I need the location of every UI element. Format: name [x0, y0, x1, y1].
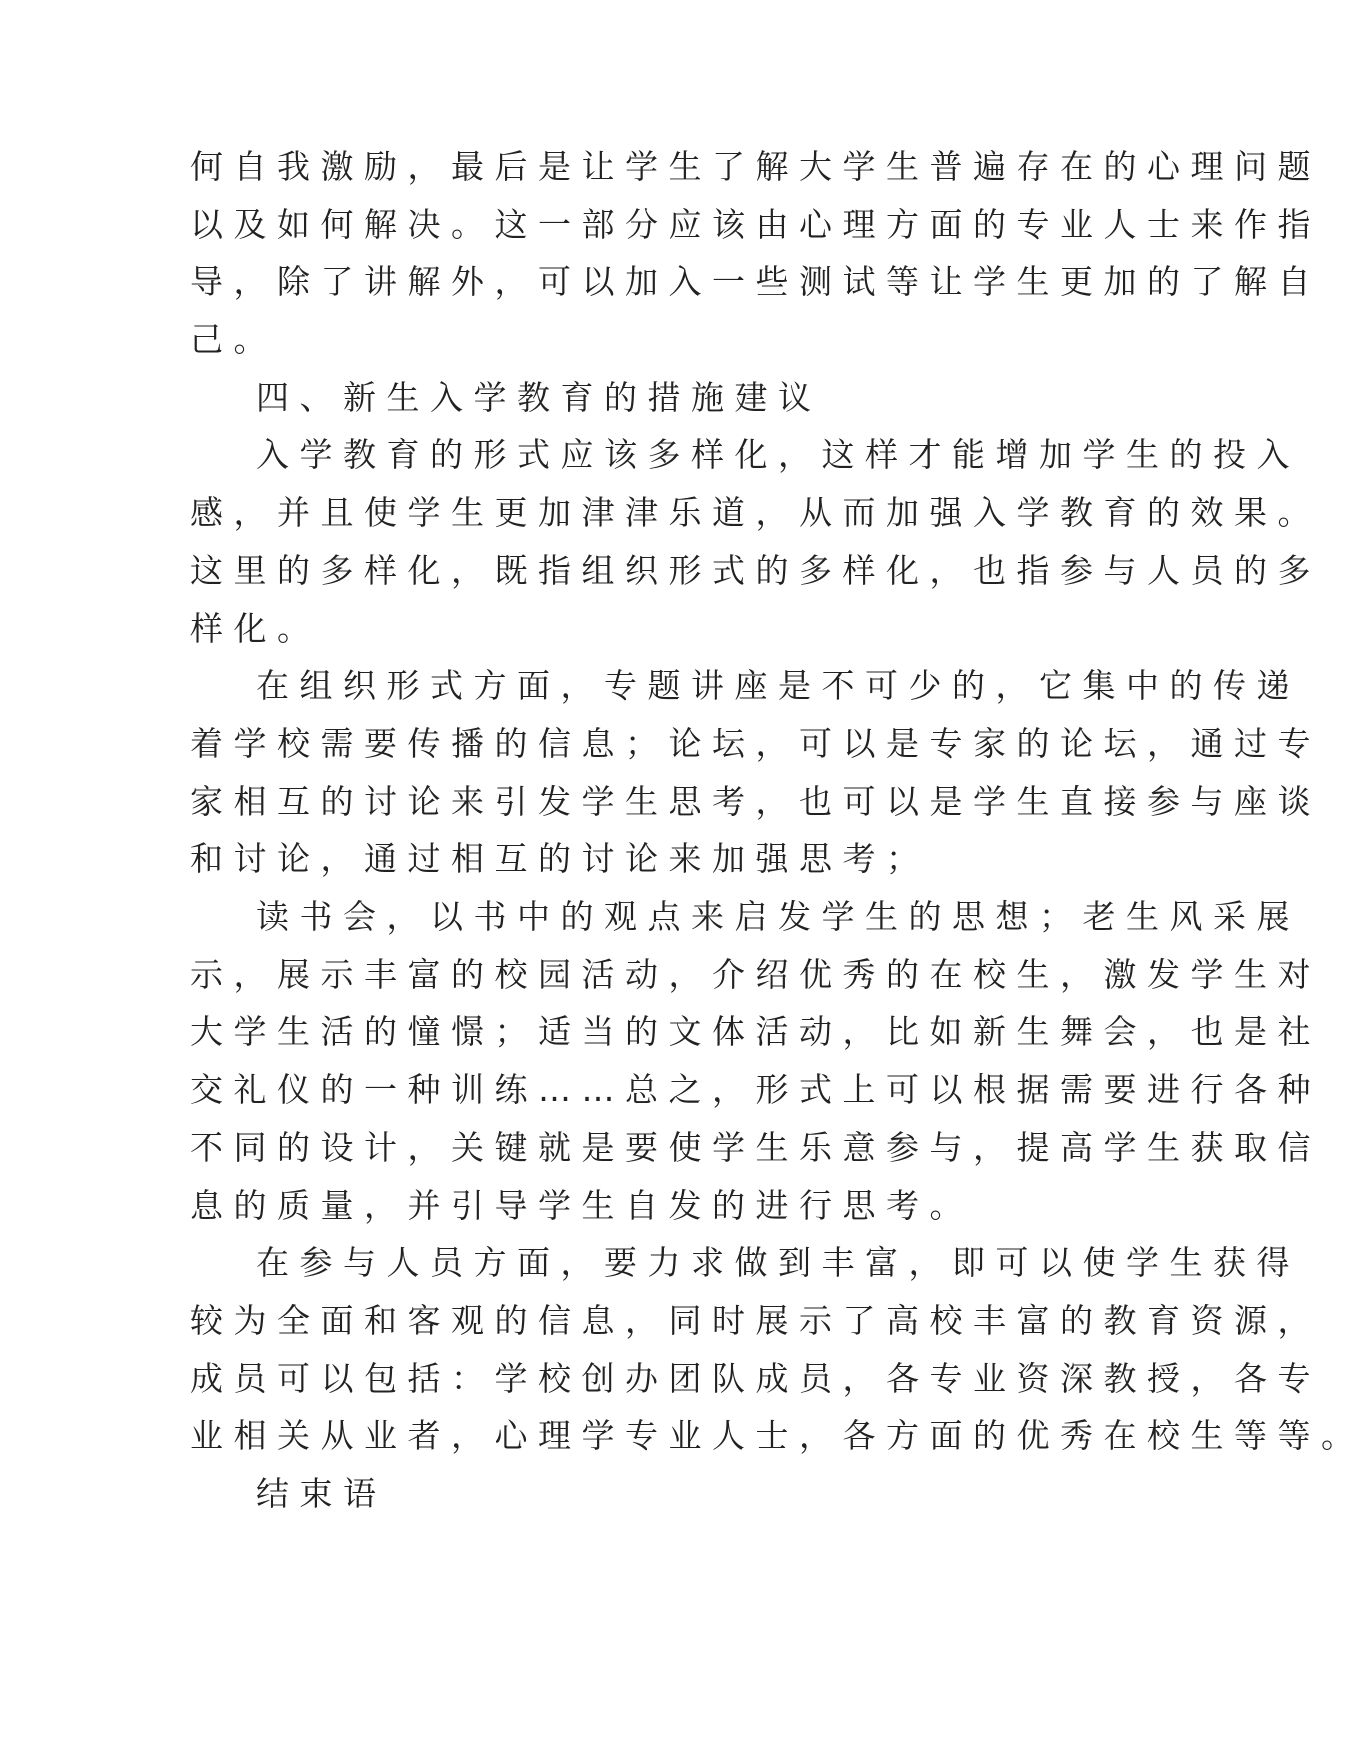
text-line: 息的质量，并引导学生自发的进行思考。 — [190, 1186, 973, 1225]
text-line: 入学教育的形式应该多样化，这样才能增加学生的投入 — [256, 435, 1300, 474]
text-line: 大学生活的憧憬；适当的文体活动，比如新生舞会，也是社 — [190, 1012, 1321, 1051]
text-line: 读书会，以书中的观点来启发学生的思想；老生风采展 — [256, 897, 1300, 936]
text-line: 在组织形式方面，专题讲座是不可少的，它集中的传递 — [256, 666, 1300, 705]
text-line: 感，并且使学生更加津津乐道，从而加强入学教育的效果。 — [190, 493, 1321, 532]
text-line: 示，展示丰富的校园活动，介绍优秀的在校生，激发学生对 — [190, 955, 1321, 994]
text-line: 这里的多样化，既指组织形式的多样化，也指参与人员的多 — [190, 551, 1321, 590]
text-line: 业相关从业者，心理学专业人士，各方面的优秀在校生等等。 — [190, 1416, 1365, 1455]
text-line: 和讨论，通过相互的讨论来加强思考； — [190, 839, 930, 878]
text-line: 导，除了讲解外，可以加入一些测试等让学生更加的了解自 — [190, 262, 1321, 301]
text-line: 成员可以包括：学校创办团队成员，各专业资深教授，各专 — [190, 1359, 1321, 1398]
text-line: 家相互的讨论来引发学生思考，也可以是学生直接参与座谈 — [190, 782, 1321, 821]
text-line: 着学校需要传播的信息；论坛，可以是专家的论坛，通过专 — [190, 724, 1321, 763]
text-line: 样化。 — [190, 609, 321, 648]
text-line: 何自我激励，最后是让学生了解大学生普遍存在的心理问题 — [190, 147, 1321, 186]
section-heading: 四、新生入学教育的措施建议 — [256, 378, 822, 417]
text-line: 交礼仪的一种训练……总之，形式上可以根据需要进行各种 — [190, 1070, 1321, 1109]
section-heading: 结束语 — [256, 1474, 387, 1513]
text-line: 在参与人员方面，要力求做到丰富，即可以使学生获得 — [256, 1243, 1300, 1282]
text-line: 较为全面和客观的信息，同时展示了高校丰富的教育资源， — [190, 1301, 1321, 1340]
text-line: 以及如何解决。这一部分应该由心理方面的专业人士来作指 — [190, 205, 1321, 244]
text-line: 不同的设计，关键就是要使学生乐意参与，提高学生获取信 — [190, 1128, 1321, 1167]
text-line: 己。 — [190, 320, 277, 359]
